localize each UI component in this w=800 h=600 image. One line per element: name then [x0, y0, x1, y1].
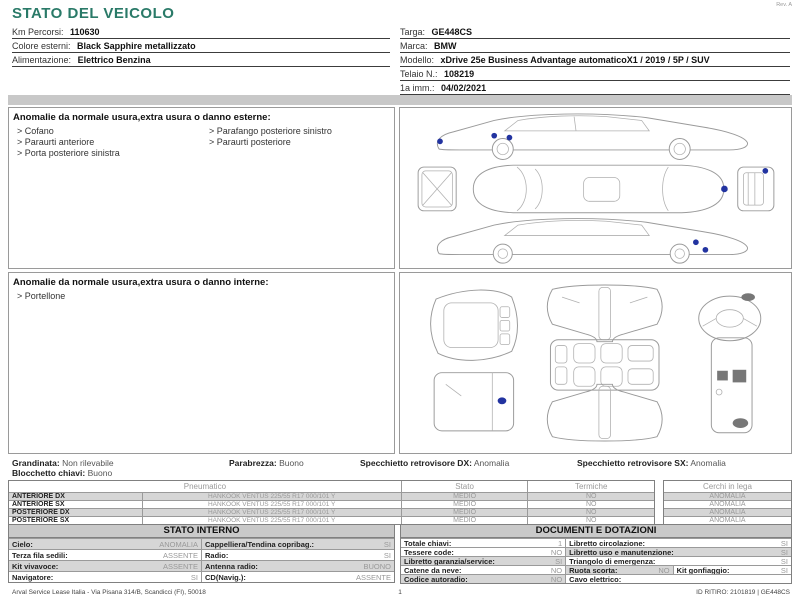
telaio-value: 108219: [444, 69, 475, 79]
damage-marker: [721, 186, 728, 193]
targa-value: GE448CS: [431, 27, 473, 37]
navigatore-value: SI: [190, 573, 198, 582]
stato-interno-row: [9, 538, 394, 549]
documenti-table: [400, 524, 792, 584]
triangolo-cell: [565, 557, 791, 565]
documenti-row: [401, 565, 791, 574]
tire-spec: HANKOOK VENTUS 225/55 R17 000/101 Y: [142, 509, 401, 516]
exterior-damage-diagram: [400, 108, 791, 268]
kit-gonfiaggio-value: SI: [780, 566, 788, 574]
exterior-item: > Paraurti anteriore: [17, 137, 95, 147]
tire-row: [9, 500, 654, 508]
stato-interno-title: STATO INTERNO: [9, 525, 394, 538]
tessere-code-value: NO: [550, 548, 563, 556]
tire-position: ANTERIORE DX: [12, 493, 65, 500]
ruota-scorta-cell: [565, 566, 672, 574]
damage-marker: [506, 135, 512, 141]
exterior-item: > Porta posteriore sinistra: [17, 148, 120, 158]
ruota-scorta-value: NO: [658, 566, 670, 574]
codice-autoradio-cell: [401, 575, 565, 583]
tire-table-header: [9, 481, 654, 492]
cerchi-row: [664, 516, 791, 524]
kit-gonfiaggio-label: Kit gonfiaggio:: [676, 566, 730, 574]
triangolo-value: SI: [780, 557, 788, 565]
navigatore-label: Navigatore:: [12, 573, 54, 582]
colore-esterni-row: [12, 39, 390, 53]
tire-position: POSTERIORE SX: [12, 517, 70, 524]
specchietto-sx-label: Specchietto retrovisore SX:: [577, 458, 689, 468]
antenna-radio-value: BUONO: [363, 562, 391, 571]
tire-termiche: NO: [527, 493, 654, 500]
revision-label: Rev. A: [776, 2, 792, 8]
catene-neve-cell: [401, 566, 565, 574]
radio-cell: [201, 550, 394, 560]
prima-imm-value: 04/02/2021: [441, 83, 487, 93]
exterior-anomalies-col1: [17, 126, 120, 159]
libretto-circolazione-cell: [565, 539, 791, 547]
tire-termiche: NO: [527, 509, 654, 516]
stato-header: Stato: [401, 481, 528, 492]
stato-interno-row: [9, 560, 394, 571]
grandinata-status: [12, 459, 114, 468]
documenti-row: [401, 574, 791, 583]
triangolo-label: Triangolo di emergenza:: [569, 557, 656, 565]
header-left-block: [12, 25, 390, 67]
marca-value: BMW: [434, 41, 457, 51]
totale-chiavi-cell: [401, 539, 565, 547]
specchietto-dx-label: Specchietto retrovisore DX:: [360, 458, 472, 468]
km-percorsi-label: Km Percorsi:: [12, 27, 64, 37]
km-percorsi-value: 110630: [70, 27, 100, 37]
catene-neve-value: NO: [550, 566, 563, 574]
libretto-garanzia-value: SI: [555, 557, 563, 565]
cappelliera-value: SI: [383, 540, 391, 549]
cerchi-value: ANOMALIA: [709, 501, 746, 508]
blocchetto-chiavi-label: Blocchetto chiavi:: [12, 468, 86, 478]
termiche-header: Termiche: [527, 481, 654, 492]
grandinata-label: Grandinata:: [12, 458, 60, 468]
cd-navig-value: ASSENTE: [355, 573, 391, 582]
tire-spec: HANKOOK VENTUS 225/55 R17 000/101 Y: [142, 493, 401, 500]
exterior-anomalies-col2: [209, 126, 332, 148]
interior-anomalies-box: [8, 272, 395, 454]
stato-interno-row: [9, 549, 394, 560]
tire-termiche: NO: [527, 501, 654, 508]
grandinata-value: Non rilevabile: [62, 458, 114, 468]
tire-termiche: NO: [527, 517, 654, 524]
parabrezza-status: [229, 459, 304, 468]
tire-position: POSTERIORE DX: [12, 509, 70, 516]
tire-stato: MEDIO: [401, 509, 528, 516]
cerchi-row: [664, 492, 791, 500]
colore-esterni-value: Black Sapphire metallizzato: [77, 41, 196, 51]
car-exterior-views-drawing: [407, 110, 785, 266]
documenti-row: [401, 556, 791, 565]
tire-stato: MEDIO: [401, 493, 528, 500]
codice-autoradio-value: NO: [550, 575, 563, 583]
exterior-anomalies-title: Anomalie da normale usura,extra usura o danno esterne:: [13, 112, 271, 123]
terza-fila-value: ASSENTE: [162, 551, 198, 560]
blocchetto-chiavi-value: Buono: [87, 468, 113, 478]
damage-marker: [702, 247, 708, 253]
interior-item: > Portellone: [17, 291, 66, 301]
targa-label: Targa:: [400, 27, 426, 37]
cd-navig-cell: [201, 572, 394, 582]
interior-damage-diagram: [400, 273, 791, 453]
kit-vivavoce-label: Kit vivavoce:: [12, 562, 59, 571]
antenna-radio-label: Antenna radio:: [205, 562, 258, 571]
tire-row: [9, 516, 654, 524]
footer-id-ritiro: ID RITIRO: 2101819 | GE448CS: [696, 589, 790, 596]
specchietto-sx-status: [577, 459, 726, 468]
exterior-item: > Cofano: [17, 126, 54, 136]
cielo-cell: [9, 539, 201, 549]
tire-position: ANTERIORE SX: [12, 501, 65, 508]
footer-company: Arval Service Lease Italia - Via Pisana 314/B, Scandicci (FI), 50018: [12, 589, 206, 596]
libretto-garanzia-label: Libretto garanzia/service:: [404, 557, 495, 565]
tire-table: [8, 480, 655, 525]
car-interior-views-drawing: [407, 277, 785, 449]
documenti-row: [401, 547, 791, 556]
marca-label: Marca:: [400, 41, 428, 51]
tire-stato: MEDIO: [401, 517, 528, 524]
cerchi-row: [664, 500, 791, 508]
alimentazione-row: [12, 53, 390, 67]
specchietto-sx-value: Anomalia: [690, 458, 726, 468]
targa-row: [400, 25, 790, 39]
telaio-row: [400, 67, 790, 81]
antenna-radio-cell: [201, 561, 394, 571]
libretto-uso-value: SI: [780, 548, 788, 556]
colore-esterni-label: Colore esterni:: [12, 41, 71, 51]
navigatore-cell: [9, 572, 201, 582]
header-right-block: [400, 25, 790, 95]
documenti-row: [401, 538, 791, 547]
tire-spec: HANKOOK VENTUS 225/55 R17 000/101 Y: [142, 517, 401, 524]
radio-label: Radio:: [205, 551, 229, 560]
catene-neve-label: Catene da neve:: [404, 566, 462, 574]
blocchetto-chiavi-status: [12, 469, 112, 478]
cavo-elettrico-cell: [565, 575, 791, 583]
alimentazione-label: Alimentazione:: [12, 55, 72, 65]
cerchi-value: ANOMALIA: [709, 509, 746, 516]
cerchi-table: [663, 480, 792, 525]
damage-marker: [491, 133, 497, 139]
cerchi-value: ANOMALIA: [709, 517, 746, 524]
section-divider-bar: [8, 95, 792, 105]
ruota-scorta-label: Ruota scorta:: [569, 566, 618, 574]
exterior-item: > Parafango posteriore sinistro: [209, 126, 332, 136]
telaio-label: Telaio N.:: [400, 69, 438, 79]
cerchi-header: Cerchi in lega: [703, 482, 752, 491]
interior-anomalies-title: Anomalie da normale usura,extra usura o danno interne:: [13, 277, 269, 288]
totale-chiavi-value: 1: [557, 539, 563, 547]
damage-marker: [693, 239, 699, 245]
pneumatico-header: Pneumatico: [183, 482, 227, 491]
interior-anomalies-list: [17, 291, 65, 302]
terza-fila-label: Terza fila sedili:: [12, 551, 68, 560]
exterior-anomalies-box: [8, 107, 395, 269]
stato-interno-row: [9, 571, 394, 582]
terza-fila-cell: [9, 550, 201, 560]
prima-imm-label: 1a imm.:: [400, 83, 435, 93]
parabrezza-label: Parabrezza:: [229, 458, 277, 468]
exterior-item: > Paraurti posteriore: [209, 137, 291, 147]
cavo-elettrico-label: Cavo elettrico:: [569, 575, 622, 583]
tire-row: [9, 492, 654, 500]
tire-spec: HANKOOK VENTUS 225/55 R17 000/101 Y: [142, 501, 401, 508]
libretto-circolazione-label: Libretto circolazione:: [569, 539, 645, 547]
cielo-value: ANOMALIA: [159, 540, 198, 549]
alimentazione-value: Elettrico Benzina: [77, 55, 151, 65]
parabrezza-value: Buono: [279, 458, 304, 468]
cerchi-row: [664, 508, 791, 516]
modello-row: [400, 53, 790, 67]
cappelliera-cell: [201, 539, 394, 549]
cerchi-table-header: [664, 481, 791, 492]
libretto-circolazione-value: SI: [780, 539, 788, 547]
documenti-title: DOCUMENTI E DOTAZIONI: [401, 525, 791, 538]
radio-value: SI: [383, 551, 391, 560]
kit-gonfiaggio-cell: [673, 566, 791, 574]
prima-imm-row: [400, 81, 790, 95]
codice-autoradio-label: Codice autoradio:: [404, 575, 468, 583]
stato-interno-table: [8, 524, 395, 583]
libretto-garanzia-cell: [401, 557, 565, 565]
interior-damage-diagram-box: [399, 272, 792, 454]
exterior-damage-diagram-box: [399, 107, 792, 269]
page-number: 1: [398, 589, 402, 596]
tessere-code-cell: [401, 548, 565, 556]
tessere-code-label: Tessere code:: [404, 548, 454, 556]
cerchi-value: ANOMALIA: [709, 493, 746, 500]
damage-marker: [497, 397, 506, 404]
cd-navig-label: CD(Navig.):: [205, 573, 246, 582]
specchietto-dx-value: Anomalia: [473, 458, 510, 468]
totale-chiavi-label: Totale chiavi:: [404, 539, 452, 547]
kit-vivavoce-cell: [9, 561, 201, 571]
tire-row: [9, 508, 654, 516]
cielo-label: Cielo:: [12, 540, 33, 549]
modello-label: Modello:: [400, 55, 435, 65]
km-percorsi-row: [12, 25, 390, 39]
libretto-uso-label: Libretto uso e manutenzione:: [569, 548, 674, 556]
marca-row: [400, 39, 790, 53]
libretto-uso-cell: [565, 548, 791, 556]
cappelliera-label: Cappelliera/Tendina copribag.:: [205, 540, 315, 549]
tire-stato: MEDIO: [401, 501, 528, 508]
damage-marker: [437, 139, 443, 145]
page-title: STATO DEL VEICOLO: [12, 5, 175, 22]
modello-value: xDrive 25e Business Advantage automaticoX1 / 2019 / 5P / SUV: [440, 55, 710, 65]
damage-marker: [762, 168, 768, 174]
specchietto-dx-status: [360, 459, 509, 468]
kit-vivavoce-value: ASSENTE: [162, 562, 198, 571]
